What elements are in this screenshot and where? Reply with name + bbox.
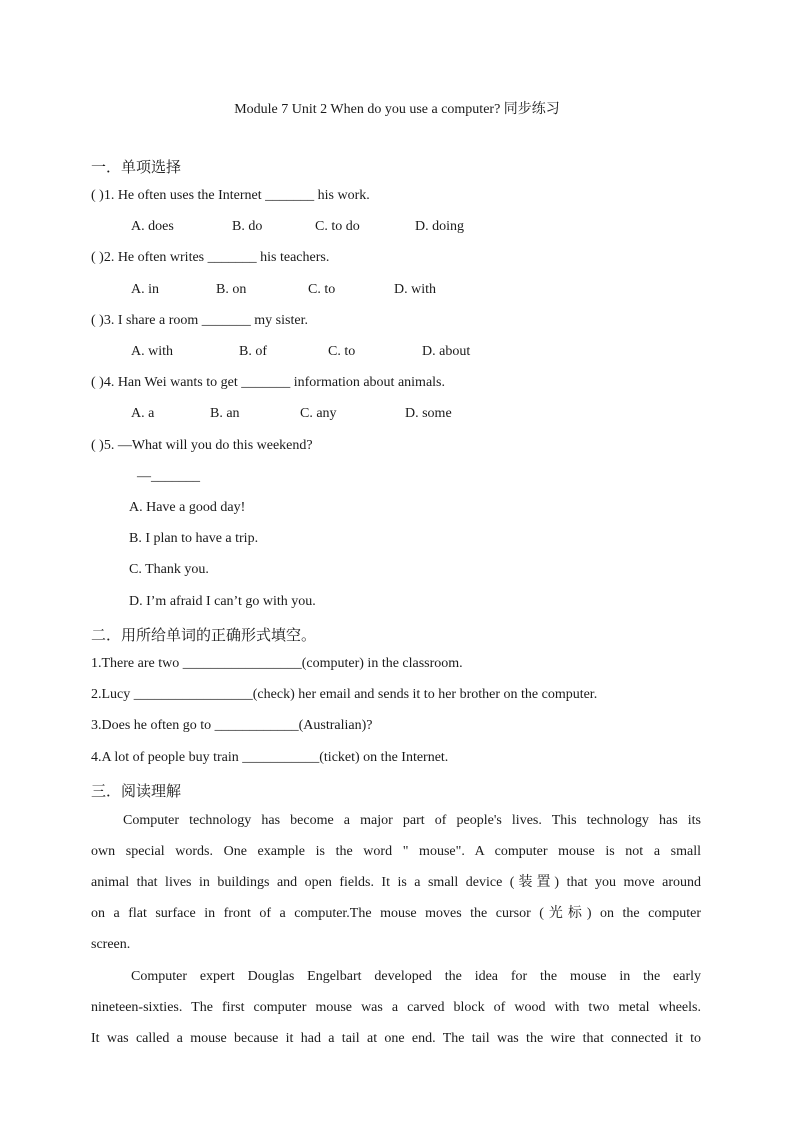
question-4-stem: ( )4. Han Wei wants to get _______ information about animals.: [91, 375, 445, 390]
paragraph-line: nineteen-sixties. The first computer mouse was a carved block of wood with two metal wheels.: [91, 1000, 701, 1015]
option-b: B. of: [239, 344, 267, 359]
question-5-option-d: D. I’m afraid I can’t go with you.: [129, 594, 316, 609]
question-5-answer-line: —_______: [137, 469, 200, 484]
question-5-option-b: B. I plan to have a trip.: [129, 531, 259, 546]
paragraph-line: screen.: [91, 937, 131, 952]
paragraph-line: Computer technology has become a major part of people's lives. This technology has its: [123, 813, 701, 828]
option-d: D. about: [422, 344, 471, 359]
question-3-options: [131, 344, 470, 360]
section-heading-fill-in: 二．用所给单词的正确形式填空。: [91, 626, 317, 644]
option-a: A. a: [131, 406, 155, 421]
question-3-stem: ( )3. I share a room _______ my sister.: [91, 313, 308, 328]
paragraph-line: own special words. One example is the word " mouse". A computer mouse is not a small: [91, 844, 701, 859]
fill-item-4: 4.A lot of people buy train ___________(ticket) on the Internet.: [91, 750, 449, 765]
option-d: D. doing: [415, 219, 464, 234]
option-d: D. with: [394, 282, 436, 297]
reading-paragraph-2: [91, 961, 701, 1054]
question-5-option-c: C. Thank you.: [129, 562, 209, 577]
option-c: C. to do: [315, 219, 360, 234]
question-5-stem: ( )5. —What will you do this weekend?: [91, 438, 313, 453]
question-2-options: [131, 282, 436, 298]
option-c: C. any: [300, 406, 337, 421]
question-2-stem: ( )2. He often writes _______ his teachers.: [91, 250, 330, 265]
question-4-options: [131, 406, 452, 422]
question-1-stem: ( )1. He often uses the Internet _______ his work.: [91, 188, 370, 203]
option-c: C. to: [308, 282, 336, 297]
paragraph-line: It was called a mouse because it had a tail at one end. The tail was the wire that connected it to: [91, 1031, 701, 1046]
question-5-option-a: A. Have a good day!: [129, 500, 246, 515]
section-heading-reading: 三．阅读理解: [91, 782, 182, 800]
fill-item-1: 1.There are two _________________(computer) in the classroom.: [91, 656, 463, 671]
reading-paragraph-1: [91, 805, 701, 960]
paragraph-line: animal that lives in buildings and open fields. It is a small device (装置) that you move around: [91, 875, 701, 890]
page-title: Module 7 Unit 2 When do you use a computer? 同步练习: [234, 102, 560, 117]
paragraph-line: on a flat surface in front of a computer.The mouse moves the cursor (光标) on the computer: [91, 906, 701, 921]
option-a: A. in: [131, 282, 159, 297]
fill-item-2: 2.Lucy _________________(check) her email and sends it to her brother on the computer.: [91, 687, 598, 702]
option-b: B. do: [232, 219, 263, 234]
option-d: D. some: [405, 406, 452, 421]
option-c: C. to: [328, 344, 356, 359]
paragraph-line: Computer expert Douglas Engelbart developed the idea for the mouse in the early: [131, 969, 701, 984]
option-a: A. does: [131, 219, 174, 234]
fill-item-3: 3.Does he often go to ____________(Australian)?: [91, 718, 373, 733]
section-heading-multiple-choice: 一．单项选择: [91, 158, 182, 176]
option-b: B. an: [210, 406, 240, 421]
question-1-options: [131, 219, 464, 235]
option-a: A. with: [131, 344, 173, 359]
option-b: B. on: [216, 282, 247, 297]
